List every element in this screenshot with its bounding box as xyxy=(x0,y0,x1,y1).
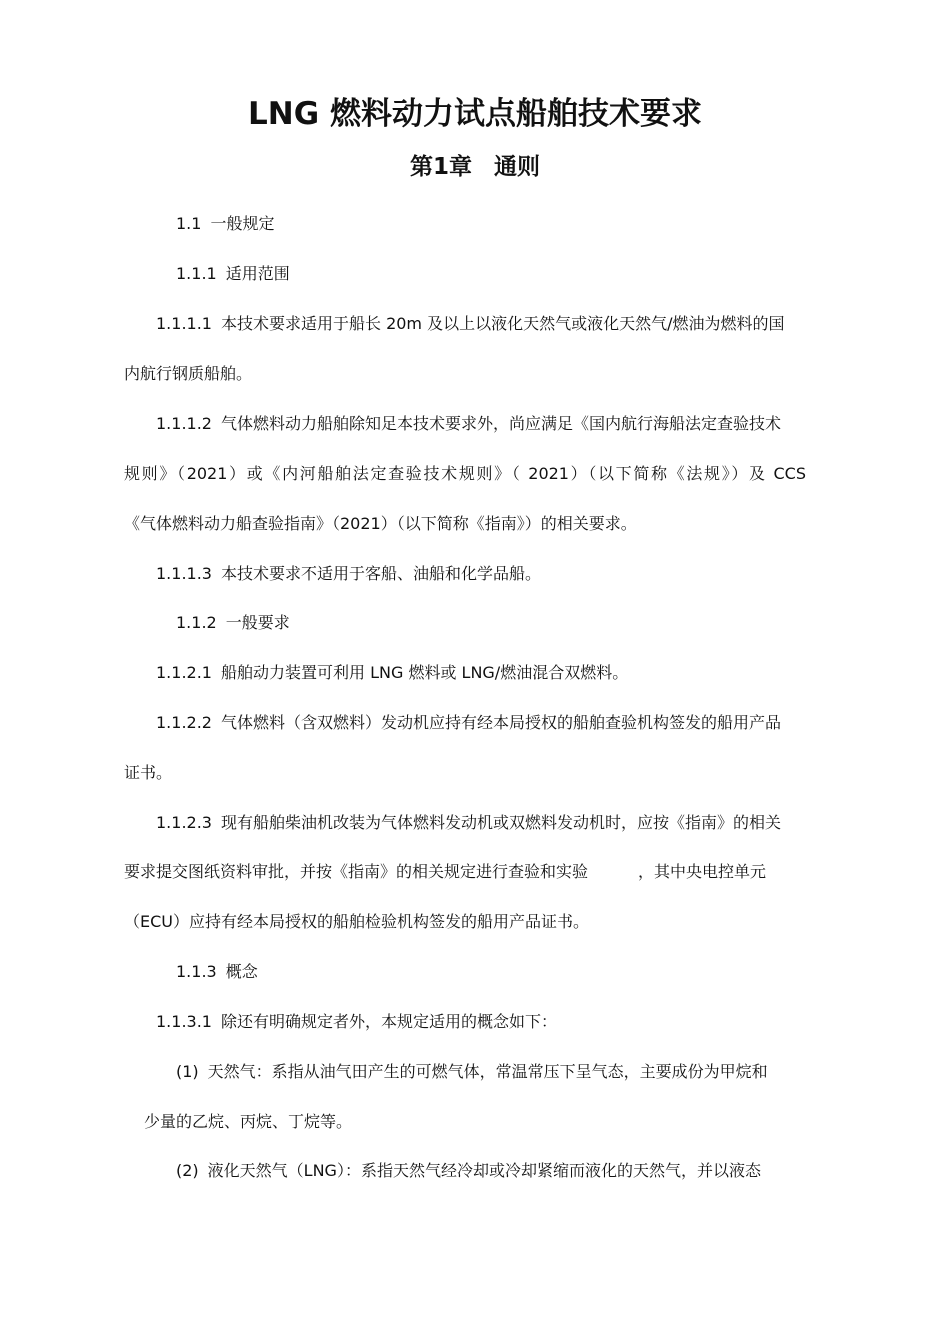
clause-number: 1.1.2.1 xyxy=(156,663,212,682)
subsection-heading xyxy=(176,262,290,286)
chapter-number: 第1章 xyxy=(409,154,472,180)
item-number: (1) xyxy=(176,1062,199,1081)
definition-item xyxy=(176,1060,768,1084)
section-number: 1.1.2 xyxy=(176,613,217,632)
paragraph-line xyxy=(156,312,785,336)
paragraph-line: 规则》（2021）或《内河船舶法定查验技术规则》（ 2021）（以下简称《法规》）及 CCS xyxy=(124,464,806,483)
document-title: LNG 燃料动力试点船舶技术要求 xyxy=(248,96,702,132)
clause-number: 1.1.1.1 xyxy=(156,314,212,333)
chapter-name: 通则 xyxy=(494,154,540,180)
paragraph-text: 要求提交图纸资料审批，并按《指南》的相关规定进行查验和实验 xyxy=(124,862,589,881)
paragraph-line: 证书。 xyxy=(124,763,173,782)
paragraph-text: 气体燃料动力船舶除知足本技术要求外，尚应满足《国内航行海船法定查验技术 xyxy=(220,414,781,433)
paragraph-line xyxy=(156,661,628,685)
clause-number: 1.1.1.2 xyxy=(156,414,212,433)
paragraph-text: 船舶动力装置可利用 LNG 燃料或 LNG/燃油混合双燃料。 xyxy=(220,663,629,682)
paragraph-text: 现有船舶柴油机改装为气体燃料发动机或双燃料发动机时，应按《指南》的相关 xyxy=(220,813,781,832)
paragraph-text: 除还有明确规定者外，本规定适用的概念如下： xyxy=(220,1012,557,1031)
section-heading xyxy=(176,212,274,236)
clause-number: 1.1.2.3 xyxy=(156,813,212,832)
paragraph-line: （ECU）应持有经本局授权的船舶检验机构签发的船用产品证书。 xyxy=(124,912,589,931)
paragraph-line xyxy=(124,860,766,884)
paragraph-line xyxy=(156,412,781,436)
definition-text: 天然气：系指从油气田产生的可燃气体，常温常压下呈气态，主要成份为甲烷和 xyxy=(207,1062,768,1081)
clause-number: 1.1.3.1 xyxy=(156,1012,212,1031)
paragraph-text: 本技术要求适用于船长 20m 及以上以液化天然气或液化天然气/燃油为燃料的国 xyxy=(220,314,785,333)
section-number: 1.1 xyxy=(176,214,202,233)
paragraph-text: 气体燃料（含双燃料）发动机应持有经本局授权的船舶查验机构签发的船用产品 xyxy=(220,713,781,732)
paragraph-line xyxy=(156,711,781,735)
definition-item xyxy=(176,1159,761,1183)
paragraph-text: ，其中央电控单元 xyxy=(638,862,767,881)
clause-number: 1.1.1.3 xyxy=(156,564,212,583)
section-title: 一般要求 xyxy=(225,613,290,632)
subsection-heading xyxy=(176,611,290,635)
clause-number: 1.1.2.2 xyxy=(156,713,212,732)
definition-line: 少量的乙烷、丙烷、丁烷等。 xyxy=(144,1112,353,1131)
definition-text: 液化天然气（LNG）：系指天然气经冷却或冷却紧缩而液化的天然气，并以液态 xyxy=(207,1161,761,1180)
item-number: (2) xyxy=(176,1161,199,1180)
chapter-heading xyxy=(0,148,950,186)
paragraph-text: 本技术要求不适用于客船、油船和化学品船。 xyxy=(220,564,541,583)
section-number: 1.1.3 xyxy=(176,962,217,981)
paragraph-line xyxy=(156,811,781,835)
paragraph-line: 《气体燃料动力船查验指南》（2021）（以下简称《指南》）的相关要求。 xyxy=(124,514,637,533)
paragraph-line xyxy=(156,562,541,586)
paragraph-line xyxy=(156,1010,557,1034)
section-title: 一般规定 xyxy=(210,214,275,233)
paragraph-line: 内航行钢质船舶。 xyxy=(124,364,253,383)
subsection-heading xyxy=(176,960,258,984)
section-title: 适用范围 xyxy=(225,264,290,283)
section-number: 1.1.1 xyxy=(176,264,217,283)
section-title: 概念 xyxy=(225,962,258,981)
